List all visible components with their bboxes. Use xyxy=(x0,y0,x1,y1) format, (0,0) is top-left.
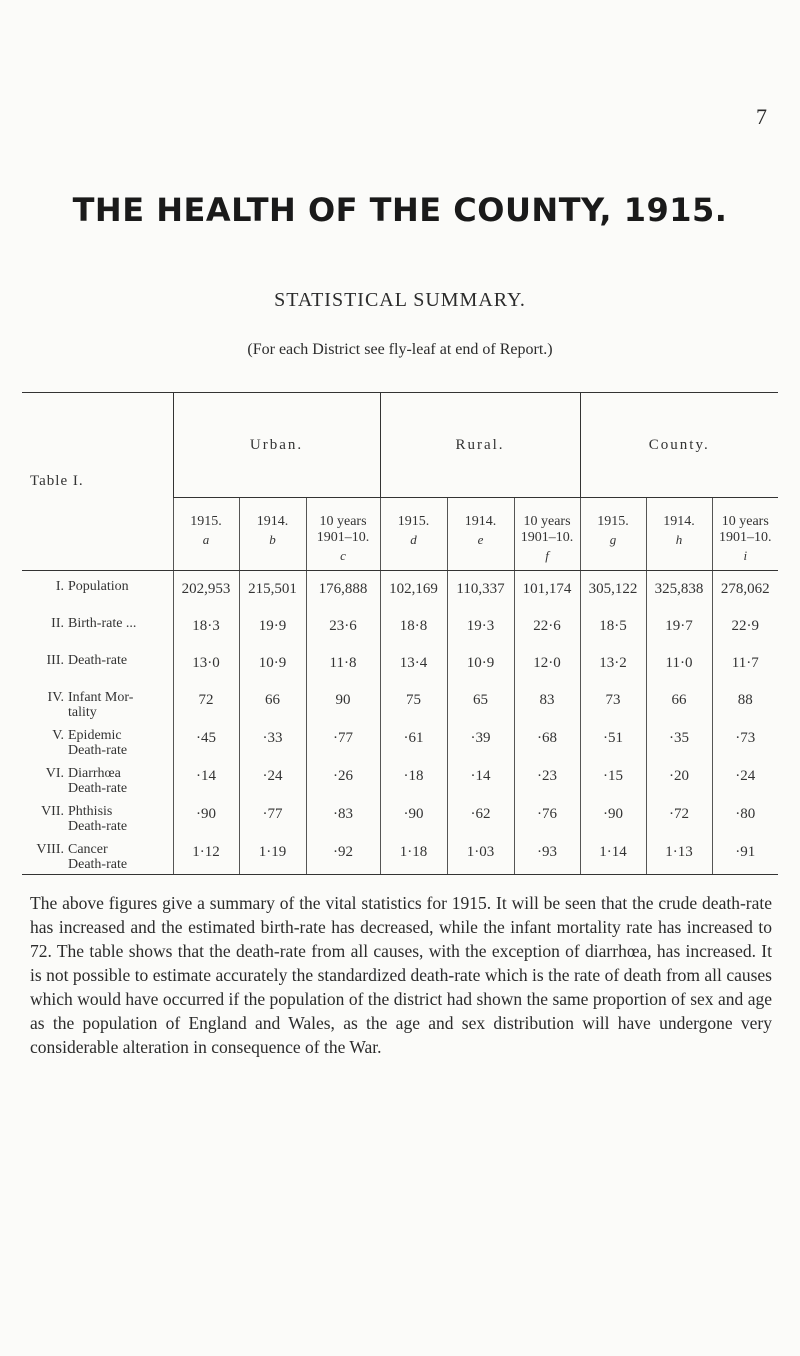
table-cell xyxy=(646,645,712,682)
row-label xyxy=(22,571,173,609)
column-header xyxy=(380,498,447,571)
cell-value: ·45 xyxy=(196,730,216,746)
table-cell xyxy=(712,645,778,682)
cell-value: ·26 xyxy=(333,768,353,784)
row-label-text: Infant Mor- xyxy=(68,690,134,705)
table-cell xyxy=(514,758,580,796)
cell-value: ·51 xyxy=(603,730,624,746)
column-header xyxy=(306,498,380,571)
column-letter: f xyxy=(545,548,549,563)
column-letter: c xyxy=(340,548,346,563)
cell-value: 83 xyxy=(539,692,555,708)
statistics-table-container xyxy=(22,392,778,881)
table-cell xyxy=(646,796,712,834)
row-number: I. xyxy=(55,579,64,594)
cell-value: 102,169 xyxy=(389,581,438,597)
cell-value: ·20 xyxy=(669,768,690,784)
table-cell xyxy=(306,608,380,645)
row-number: VI. xyxy=(45,766,64,781)
statistics-table xyxy=(22,392,778,875)
cell-value: 18·3 xyxy=(192,618,220,634)
column-letter: h xyxy=(675,532,683,547)
row-label-text: Death-rate xyxy=(68,653,128,668)
cell-value: 13·4 xyxy=(399,655,428,671)
cell-value: 1·14 xyxy=(599,844,627,860)
table-cell xyxy=(380,608,447,645)
table-row xyxy=(22,645,778,682)
table-cell xyxy=(646,834,712,875)
table-cell xyxy=(239,720,306,758)
cell-value: ·90 xyxy=(196,806,216,822)
column-year: 1914. xyxy=(464,514,497,529)
cell-value: ·72 xyxy=(669,806,690,822)
cell-value: 101,174 xyxy=(522,581,572,597)
table-cell xyxy=(580,796,646,834)
cell-value: 66 xyxy=(265,692,280,708)
table-cell xyxy=(380,834,447,875)
cell-value: 22·9 xyxy=(731,618,760,634)
cell-value: 12·0 xyxy=(533,655,561,671)
table-cell xyxy=(380,758,447,796)
table-cell xyxy=(514,682,580,720)
table-cell xyxy=(447,608,514,645)
cell-value: ·73 xyxy=(735,730,756,746)
cell-value: 176,888 xyxy=(318,581,368,597)
table-cell xyxy=(380,720,447,758)
row-label xyxy=(22,645,173,682)
cell-value: ·24 xyxy=(735,768,756,784)
row-number: III. xyxy=(46,653,64,668)
table-cell xyxy=(239,608,306,645)
cell-value: ·90 xyxy=(403,806,424,822)
row-label-text: Cancer xyxy=(68,842,108,857)
cell-value: ·39 xyxy=(470,730,491,746)
table-cell xyxy=(173,796,239,834)
cell-value: ·76 xyxy=(537,806,558,822)
column-header xyxy=(514,498,580,571)
cell-value: 18·5 xyxy=(599,618,627,634)
cell-value: 278,062 xyxy=(720,581,770,597)
table-cell xyxy=(239,796,306,834)
table-cell xyxy=(514,834,580,875)
table-cell xyxy=(239,645,306,682)
table-cell xyxy=(173,608,239,645)
table-cell xyxy=(712,796,778,834)
cell-value: 1·12 xyxy=(192,844,220,860)
table-row xyxy=(22,720,778,758)
group-header-county: County. xyxy=(580,393,778,498)
cell-value: 22·6 xyxy=(533,618,561,634)
cell-value: 88 xyxy=(737,692,753,708)
column-header xyxy=(239,498,306,571)
column-year: 1914. xyxy=(663,514,695,529)
table-cell xyxy=(580,571,646,609)
table-cell xyxy=(173,571,239,609)
table-cell xyxy=(447,645,514,682)
cell-value: 19·9 xyxy=(258,618,287,634)
cell-value: ·23 xyxy=(537,768,558,784)
row-label-text: tality xyxy=(68,705,97,720)
table-cell xyxy=(239,571,306,609)
row-label-text: Epidemic xyxy=(68,728,122,743)
group-header-rural: Rural. xyxy=(380,393,580,498)
table-cell xyxy=(380,796,447,834)
cell-value: ·62 xyxy=(470,806,491,822)
table-cell xyxy=(580,645,646,682)
table-cell xyxy=(580,682,646,720)
row-label xyxy=(22,834,173,875)
cell-value: ·18 xyxy=(403,768,424,784)
page-number: 7 xyxy=(756,104,767,129)
table-cell xyxy=(712,682,778,720)
table-cell xyxy=(173,645,239,682)
table-cell xyxy=(306,682,380,720)
table-cell xyxy=(514,796,580,834)
cell-value: ·92 xyxy=(333,844,353,860)
table-cell xyxy=(380,645,447,682)
row-label-text: Birth-rate ... xyxy=(68,616,137,631)
column-letter: a xyxy=(202,532,210,547)
row-label-text: Death-rate xyxy=(68,857,128,872)
cell-value: ·90 xyxy=(603,806,624,822)
table-cell xyxy=(514,645,580,682)
table-cell xyxy=(580,608,646,645)
cell-value: ·93 xyxy=(537,844,558,860)
table-cell xyxy=(447,796,514,834)
column-year: 10 years xyxy=(319,514,367,529)
column-letter: b xyxy=(269,532,276,547)
column-year: 1915. xyxy=(190,514,222,529)
row-label xyxy=(22,720,173,758)
row-label-text: Phthisis xyxy=(68,804,113,819)
table-cell xyxy=(173,720,239,758)
cell-value: 90 xyxy=(335,692,351,708)
table-row xyxy=(22,571,778,609)
cell-value: ·35 xyxy=(669,730,690,746)
column-period: 1901–10. xyxy=(520,530,574,545)
cell-value: 11·8 xyxy=(329,655,357,671)
table-cell xyxy=(447,682,514,720)
page-title: THE HEALTH OF THE COUNTY, 1915. xyxy=(72,191,728,229)
cell-value: ·33 xyxy=(262,730,283,746)
table-cell xyxy=(646,682,712,720)
cell-value: 10·9 xyxy=(466,655,495,671)
table-row xyxy=(22,682,778,720)
table-cell xyxy=(447,834,514,875)
table-cell xyxy=(173,834,239,875)
cell-value: 23·6 xyxy=(329,618,357,634)
table-cell xyxy=(239,682,306,720)
cell-value: 110,337 xyxy=(456,581,505,597)
column-letter: e xyxy=(477,532,484,547)
column-period: 1901–10. xyxy=(719,530,772,545)
table-body xyxy=(22,571,778,875)
cell-value: 1·13 xyxy=(665,844,693,860)
cell-value: 215,501 xyxy=(248,581,297,597)
row-label-text: Death-rate xyxy=(68,781,128,796)
cell-value: ·14 xyxy=(196,768,216,784)
fly-leaf-note: (For each District see fly-leaf at end of Report.) xyxy=(247,341,553,358)
row-number: II. xyxy=(51,616,64,631)
row-number: VIII. xyxy=(36,842,64,857)
cell-value: 10·9 xyxy=(258,655,287,671)
table-cell xyxy=(306,796,380,834)
column-header xyxy=(580,498,646,571)
table-cell xyxy=(646,608,712,645)
cell-value: 11·0 xyxy=(665,655,693,671)
cell-value: 19·3 xyxy=(466,618,495,634)
table-cell xyxy=(306,571,380,609)
row-number: VII. xyxy=(41,804,64,819)
cell-value: 13·2 xyxy=(599,655,627,671)
column-year: 10 years xyxy=(721,514,769,529)
cell-value: 66 xyxy=(671,692,687,708)
row-number: IV. xyxy=(47,690,64,705)
cell-value: ·91 xyxy=(735,844,756,860)
table-row xyxy=(22,758,778,796)
cell-value: ·14 xyxy=(470,768,491,784)
table-cell xyxy=(306,720,380,758)
column-header xyxy=(173,498,239,571)
column-header xyxy=(447,498,514,571)
table-cell xyxy=(514,571,580,609)
column-letter: g xyxy=(609,532,617,547)
table-cell xyxy=(514,608,580,645)
table-cell xyxy=(380,682,447,720)
table-cell xyxy=(580,834,646,875)
column-year: 1914. xyxy=(256,514,289,529)
table-cell xyxy=(712,571,778,609)
summary-paragraph: The above figures give a summary of the vital statistics for 1915. It will be seen that the crude death-rate has increased and the estimated birth-rate has decreased, while the infant mortality rate has increased to 72. The table shows that the death-rate from all causes, with the exception of diarrhœa, has increased. It is not possible to estimate accurately the standardized death-rate which is the rate of death from all causes which would have occurred if the population of the district had shown the same proportion of sex and age as the population of England and Wales, as the age and sex distribution will have undergone very considerable alteration in consequence of the War. xyxy=(30,893,772,1057)
table-cell xyxy=(173,758,239,796)
row-label-text: Diarrhœa xyxy=(68,766,121,781)
table-cell xyxy=(646,720,712,758)
cell-value: ·83 xyxy=(333,806,353,822)
column-year: 1915. xyxy=(397,514,430,529)
column-letter: d xyxy=(410,532,417,547)
cell-value: ·68 xyxy=(537,730,558,746)
cell-value: ·24 xyxy=(262,768,283,784)
column-year: 1915. xyxy=(597,514,629,529)
row-label xyxy=(22,608,173,645)
table-cell xyxy=(380,571,447,609)
cell-value: 18·8 xyxy=(399,618,428,634)
row-label xyxy=(22,796,173,834)
cell-value: ·15 xyxy=(603,768,624,784)
cell-value: 13·0 xyxy=(192,655,220,671)
cell-value: 11·7 xyxy=(731,655,759,671)
table-cell xyxy=(239,834,306,875)
row-label xyxy=(22,758,173,796)
row-label-text: Population xyxy=(68,579,129,594)
column-year: 10 years xyxy=(523,514,571,529)
table-cell xyxy=(306,645,380,682)
column-letter: i xyxy=(743,548,748,563)
table-cell xyxy=(514,720,580,758)
cell-value: ·77 xyxy=(262,806,283,822)
statistical-summary-heading: STATISTICAL SUMMARY. xyxy=(274,289,526,311)
table-cell xyxy=(447,571,514,609)
row-number: V. xyxy=(52,728,64,743)
cell-value: 72 xyxy=(198,692,214,708)
cell-value: 202,953 xyxy=(181,581,231,597)
group-header-urban: Urban. xyxy=(173,393,380,498)
cell-value: ·77 xyxy=(333,730,353,746)
column-period: 1901–10. xyxy=(316,530,370,545)
cell-value: 73 xyxy=(605,692,621,708)
table-cell xyxy=(712,834,778,875)
table-row xyxy=(22,796,778,834)
table-cell xyxy=(447,758,514,796)
row-label-text: Death-rate xyxy=(68,819,128,834)
table-cell xyxy=(306,834,380,875)
table-cell xyxy=(239,758,306,796)
cell-value: ·61 xyxy=(403,730,424,746)
column-header xyxy=(712,498,778,571)
table-row xyxy=(22,834,778,875)
cell-value: 75 xyxy=(406,692,422,708)
cell-value: 305,122 xyxy=(588,581,638,597)
table-cell xyxy=(580,720,646,758)
column-header xyxy=(646,498,712,571)
row-label-text: Death-rate xyxy=(68,743,128,758)
cell-value: 325,838 xyxy=(654,581,704,597)
cell-value: 1·03 xyxy=(466,844,495,860)
table-cell xyxy=(646,758,712,796)
cell-value: 65 xyxy=(473,692,489,708)
table-cell xyxy=(306,758,380,796)
table-cell xyxy=(712,608,778,645)
cell-value: 19·7 xyxy=(665,618,693,634)
table-cell xyxy=(712,758,778,796)
table-cell xyxy=(646,571,712,609)
cell-value: 1·19 xyxy=(258,844,287,860)
table-cell xyxy=(580,758,646,796)
cell-value: ·80 xyxy=(735,806,756,822)
table-cell xyxy=(447,720,514,758)
table-row xyxy=(22,608,778,645)
cell-value: 1·18 xyxy=(399,844,428,860)
row-label xyxy=(22,682,173,720)
table-label: Table I. xyxy=(22,393,173,571)
table-cell xyxy=(712,720,778,758)
table-cell xyxy=(173,682,239,720)
